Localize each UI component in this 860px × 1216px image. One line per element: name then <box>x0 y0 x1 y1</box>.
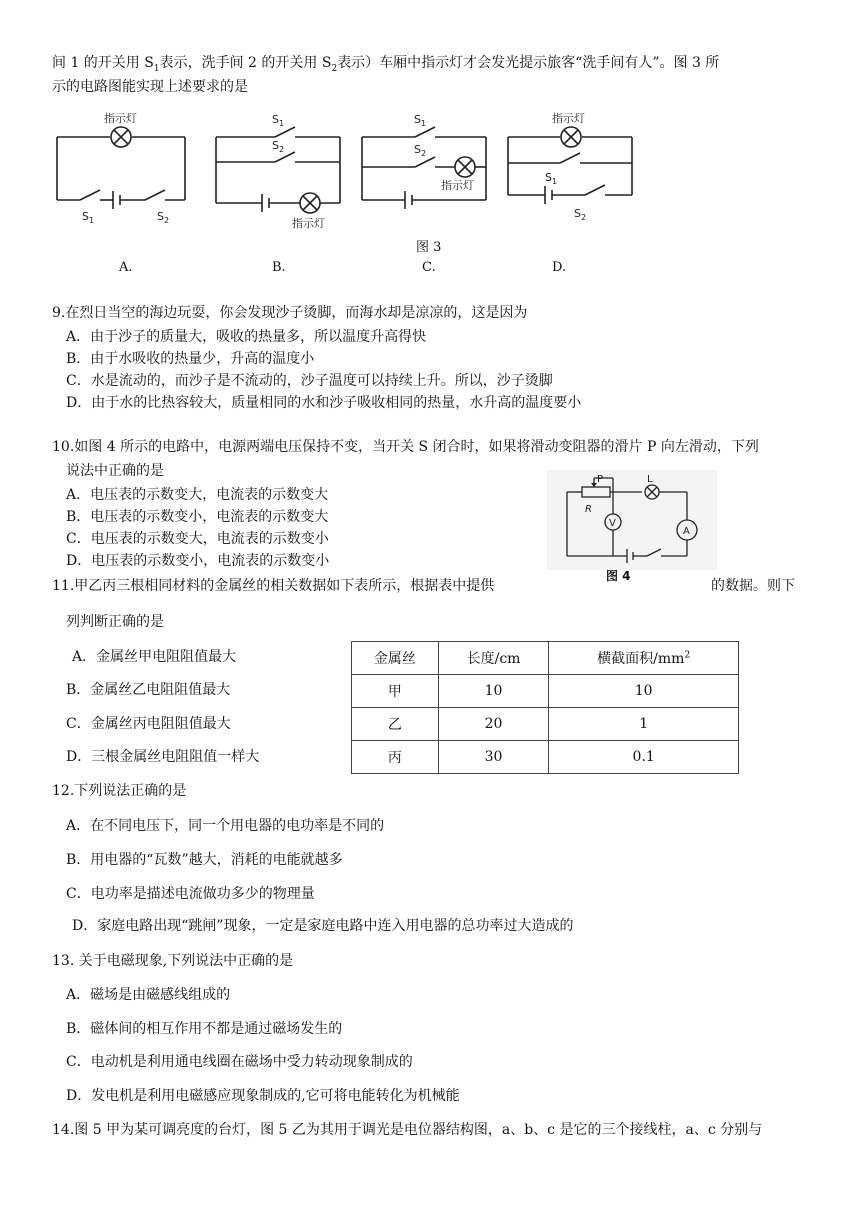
table-cell: 甲 <box>352 675 439 708</box>
table-cell: 20 <box>438 708 549 741</box>
q11-stem-2: 列判断正确的是 <box>66 614 164 630</box>
q10-stem-1: 10.如图 4 所示的电路中，电源两端电压保持不变，当开关 S 闭合时，如果将滑动变阻器的滑片 P 向左滑动，下列 <box>52 439 759 455</box>
q9-option-d: D．由于水的比热容较大，质量相同的水和沙子吸收相同的热量，水升高的温度要小 <box>66 395 582 411</box>
q12-stem: 12.下列说法正确的是 <box>52 783 187 799</box>
figure-4-p-label: P <box>597 474 604 485</box>
q10-option-a: A．电压表的示数变大，电流表的示数变大 <box>66 487 329 503</box>
table-cell: 30 <box>438 741 549 774</box>
q9-option-a: A．由于沙子的质量大，吸收的热量多，所以温度升高得快 <box>66 329 427 345</box>
figure-3-caption: 图 3 <box>416 240 442 255</box>
q13-stem: 13. 关于电磁现象,下列说法中正确的是 <box>52 953 294 969</box>
figure-4-l-label: L <box>647 474 653 485</box>
table-header-cell: 金属丝 <box>352 642 439 675</box>
circuit-a-diagram <box>57 127 185 209</box>
circuit-c-s1-label: $S_1$ <box>414 113 427 128</box>
circuit-d-s2-label: $S_2$ <box>574 207 587 222</box>
circuit-c-s2-label: $S_2$ <box>414 143 427 158</box>
q12-option-d: D．家庭电路出现“跳闸”现象，一定是家庭电路中连入用电器的总功率过大造成的 <box>72 918 574 934</box>
q8-line-2: 示的电路图能实现上述要求的是 <box>52 79 248 95</box>
q11-option-a: A．金属丝甲电阻阻值最大 <box>72 649 237 665</box>
q8-line-1: 间 1 的开关用 $S_1$表示，洗手间 2 的开关用 $S_2$表示）车厢中指示灯才会发光提示旅客“洗手间有人”。图 3 所 <box>52 55 720 74</box>
q9-stem: 9.在烈日当空的海边玩耍，你会发现沙子烫脚，而海水却是凉凉的，这是因为 <box>52 305 528 321</box>
q11-option-d: D．三根金属丝电阻阻值一样大 <box>66 749 260 765</box>
circuit-a-lamp-label: 指示灯 <box>104 112 137 125</box>
table-cell: 10 <box>438 675 549 708</box>
q10-option-b: B．电压表的示数变小，电流表的示数变大 <box>66 509 329 525</box>
figure-4-r-label: R <box>585 504 592 515</box>
table-cell: 丙 <box>352 741 439 774</box>
q8-option-b: B. <box>272 260 286 275</box>
figure-4-a-label: A <box>683 526 690 537</box>
q13-option-c: C．电动机是利用通电线圈在磁场中受力转动现象制成的 <box>66 1054 413 1070</box>
table-cell: 0.1 <box>549 741 739 774</box>
q12-option-a: A．在不同电压下，同一个用电器的电功率是不同的 <box>66 818 385 834</box>
q10-option-c: C．电压表的示数变大，电流表的示数变小 <box>66 531 329 547</box>
q10-stem-2: 说法中正确的是 <box>66 463 164 479</box>
q13-option-d: D．发电机是利用电磁感应现象制成的,它可将电能转化为机械能 <box>66 1088 460 1104</box>
table-cell: 乙 <box>352 708 439 741</box>
q13-option-a: A．磁场是由磁感线组成的 <box>66 987 231 1003</box>
q10-option-d: D．电压表的示数变小，电流表的示数变小 <box>66 553 330 569</box>
table-row <box>352 708 739 741</box>
table-cell: 10 <box>549 675 739 708</box>
table-header-cell: 横截面积$/mm^2$ <box>549 642 739 675</box>
table-header-row <box>352 642 739 675</box>
circuit-b-s2-label: $S_2$ <box>272 139 285 154</box>
circuit-a-s2-label: $S_2$ <box>157 210 170 225</box>
circuit-b-lamp-label: 指示灯 <box>292 217 325 230</box>
q14-stem: 14.图 5 甲为某可调亮度的台灯，图 5 乙为其用于调光是电位器结构图，a、b、c 是它的三个接线柱，a、c 分别与 <box>52 1122 763 1138</box>
figure-4-v-label: V <box>609 518 616 529</box>
q12-option-b: B．用电器的“瓦数”越大，消耗的电能就越多 <box>66 852 343 868</box>
q8-option-c: C. <box>422 260 436 275</box>
wire-data-table <box>351 641 739 774</box>
circuit-c-lamp-label: 指示灯 <box>441 179 474 192</box>
q8-option-a: A. <box>119 260 133 275</box>
circuit-d-lamp-label: 指示灯 <box>552 112 585 125</box>
q11-stem-b: 的数据。则下 <box>711 578 795 594</box>
q8-option-d: D. <box>552 260 567 275</box>
q11-stem-a: 11.甲乙丙三根相同材料的金属丝的相关数据如下表所示，根据表中提供 <box>52 578 495 594</box>
q12-option-c: C．电功率是描述电流做功多少的物理量 <box>66 886 315 902</box>
q13-option-b: B．磁体间的相互作用不都是通过磁场发生的 <box>66 1021 343 1037</box>
circuit-d-diagram <box>508 127 632 204</box>
table-header-cell: 长度/cm <box>438 642 549 675</box>
circuit-c-diagram <box>362 127 486 209</box>
figure-3-circuits <box>0 105 860 235</box>
q9-option-c: C．水是流动的，而沙子是不流动的，沙子温度可以持续上升。所以，沙子烫脚 <box>66 373 553 389</box>
figure-4-caption: 图 4 <box>606 569 631 583</box>
circuit-b-s1-label: $S_1$ <box>272 113 285 128</box>
figure-4-circuit <box>547 470 717 570</box>
table-cell: 1 <box>549 708 739 741</box>
table-row <box>352 675 739 708</box>
q11-option-c: C．金属丝丙电阻阻值最大 <box>66 716 231 732</box>
table-row <box>352 741 739 774</box>
q9-option-b: B．由于水吸收的热量少，升高的温度小 <box>66 351 315 367</box>
circuit-a-s1-label: $S_1$ <box>82 210 95 225</box>
q11-option-b: B．金属丝乙电阻阻值最大 <box>66 682 231 698</box>
circuit-d-s1-label: $S_1$ <box>545 171 558 186</box>
